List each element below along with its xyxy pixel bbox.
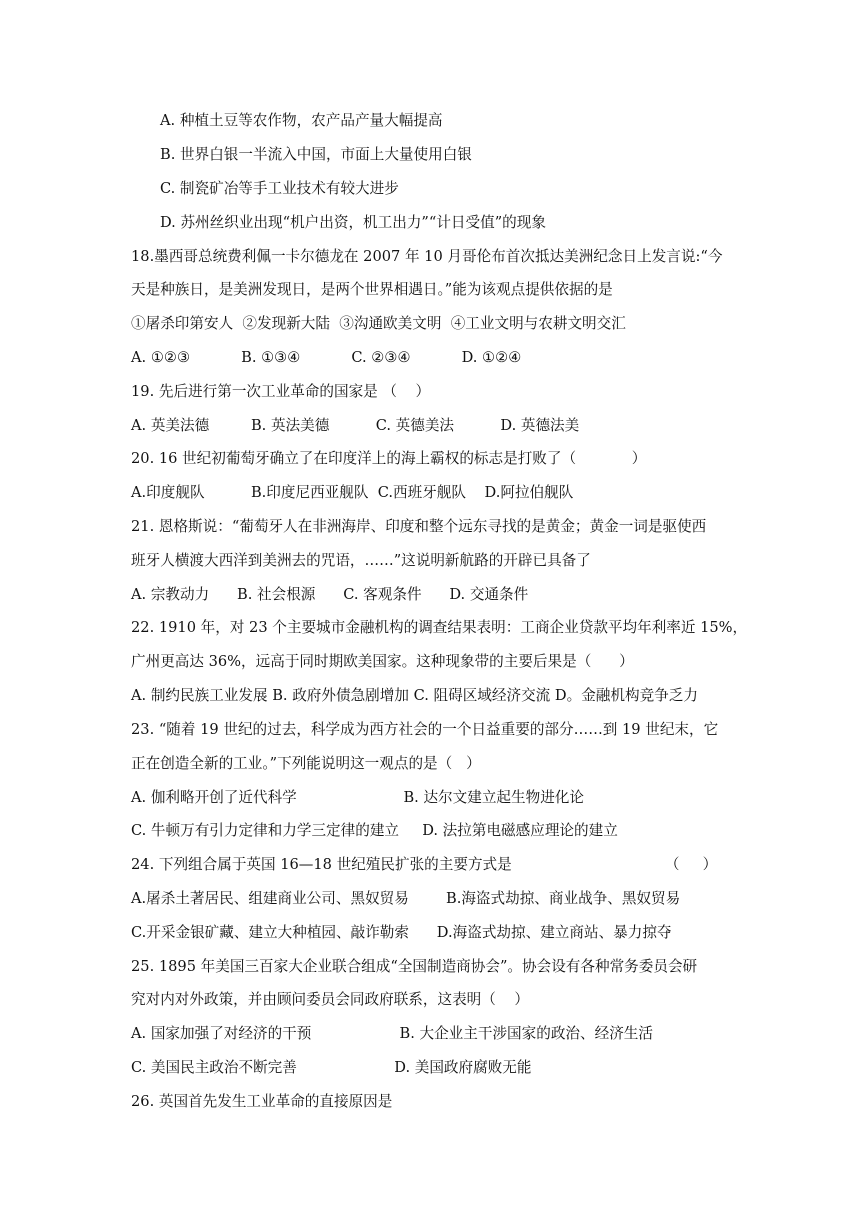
question-23-options-cd: C. 牛顿万有引力定律和力学三定律的建立 D. 法拉第电磁感应理论的建立 xyxy=(131,822,618,839)
question-26: 26. 英国首先发生工业革命的直接原因是 xyxy=(131,1093,393,1110)
question-18-options: A. ①②③ B. ①③④ C. ②③④ D. ①②④ xyxy=(131,349,522,366)
question-22-options: A. 制约民族工业发展 B. 政府外债急剧增加 C. 阻碍区域经济交流 D。金融机构竞争乏力 xyxy=(131,687,698,704)
option-17c: C. 制瓷矿冶等手工业技术有较大进步 xyxy=(160,180,399,197)
question-20-options: A.印度舰队 B.印度尼西亚舰队 C.西班牙舰队 D.阿拉伯舰队 xyxy=(131,484,574,501)
question-19: 19. 先后进行第一次工业革命的国家是 （ ） xyxy=(131,383,431,400)
question-18-line-2: 天是种族日，是美洲发现日，是两个世界相遇日。”能为该观点提供依据的是 xyxy=(131,281,613,298)
question-25-line-2: 究对内对外政策，并由顾问委员会同政府联系，这表明（ ） xyxy=(131,991,529,1008)
question-18-line-1: 18.墨西哥总统费利佩一卡尔德龙在 2007 年 10 月哥伦布首次抵达美洲纪念日上发言说:“今 xyxy=(131,248,723,265)
question-23-line-2: 正在创造全新的工业。”下列能说明这一观点的是（ ） xyxy=(131,755,481,772)
question-24-options-cd: C.开采金银矿藏、建立大种植园、敲诈勒索 D.海盗式劫掠、建立商站、暴力掠夺 xyxy=(131,924,672,941)
question-25-options-cd: C. 美国民主政治不断完善 D. 美国政府腐败无能 xyxy=(131,1059,532,1076)
question-21-options: A. 宗教动力 B. 社会根源 C. 客观条件 D. 交通条件 xyxy=(131,586,529,603)
question-21-line-2: 班牙人横渡大西洋到美洲去的咒语，……”这说明新航路的开辟已具备了 xyxy=(131,552,591,569)
question-21-line-1: 21. 恩格斯说：“葡萄牙人在非洲海岸、印度和整个远东寻找的是黄金；黄金一词是驱使西 xyxy=(131,518,707,535)
option-17b: B. 世界白银一半流入中国，市面上大量使用白银 xyxy=(160,146,472,163)
question-22-line-2: 广州更高达 36%，远高于同时期欧美国家。这种现象带的主要后果是（ ） xyxy=(131,653,634,670)
option-17d: D. 苏州丝织业出现“机户出资，机工出力”“计日受值”的现象 xyxy=(160,214,546,231)
question-25-line-1: 25. 1895 年美国三百家大企业联合组成“全国制造商协会”。协会设有各种常务委员会研 xyxy=(131,958,698,975)
question-20: 20. 16 世纪初葡萄牙确立了在印度洋上的海上霸权的标志是打败了（ ） xyxy=(131,450,647,467)
question-19-options: A. 英美法德 B. 英法美德 C. 英德美法 D. 英德法美 xyxy=(131,417,580,434)
question-23-line-1: 23. “随着 19 世纪的过去，科学成为西方社会的一个日益重要的部分……到 19 世纪末，它 xyxy=(131,721,719,738)
question-24: 24. 下列组合属于英国 16—18 世纪殖民扩张的主要方式是 （ ） xyxy=(131,856,718,873)
question-25-options-ab: A. 国家加强了对经济的干预 B. 大企业主干涉国家的政治、经济生活 xyxy=(131,1025,653,1042)
question-24-options-ab: A.屠杀土著居民、组建商业公司、黑奴贸易 B.海盗式劫掠、商业战争、黑奴贸易 xyxy=(131,890,681,907)
question-23-options-ab: A. 伽利略开创了近代科学 B. 达尔文建立起生物进化论 xyxy=(131,789,584,806)
question-18-items: ①屠杀印第安人 ②发现新大陆 ③沟通欧美文明 ④工业文明与农耕文明交汇 xyxy=(131,315,626,332)
option-17a: A. 种植土豆等农作物，农产品产量大幅提高 xyxy=(160,112,443,129)
question-22-line-1: 22. 1910 年，对 23 个主要城市金融机构的调查结果表明：工商企业贷款平均年利率近 15%， xyxy=(131,619,748,636)
